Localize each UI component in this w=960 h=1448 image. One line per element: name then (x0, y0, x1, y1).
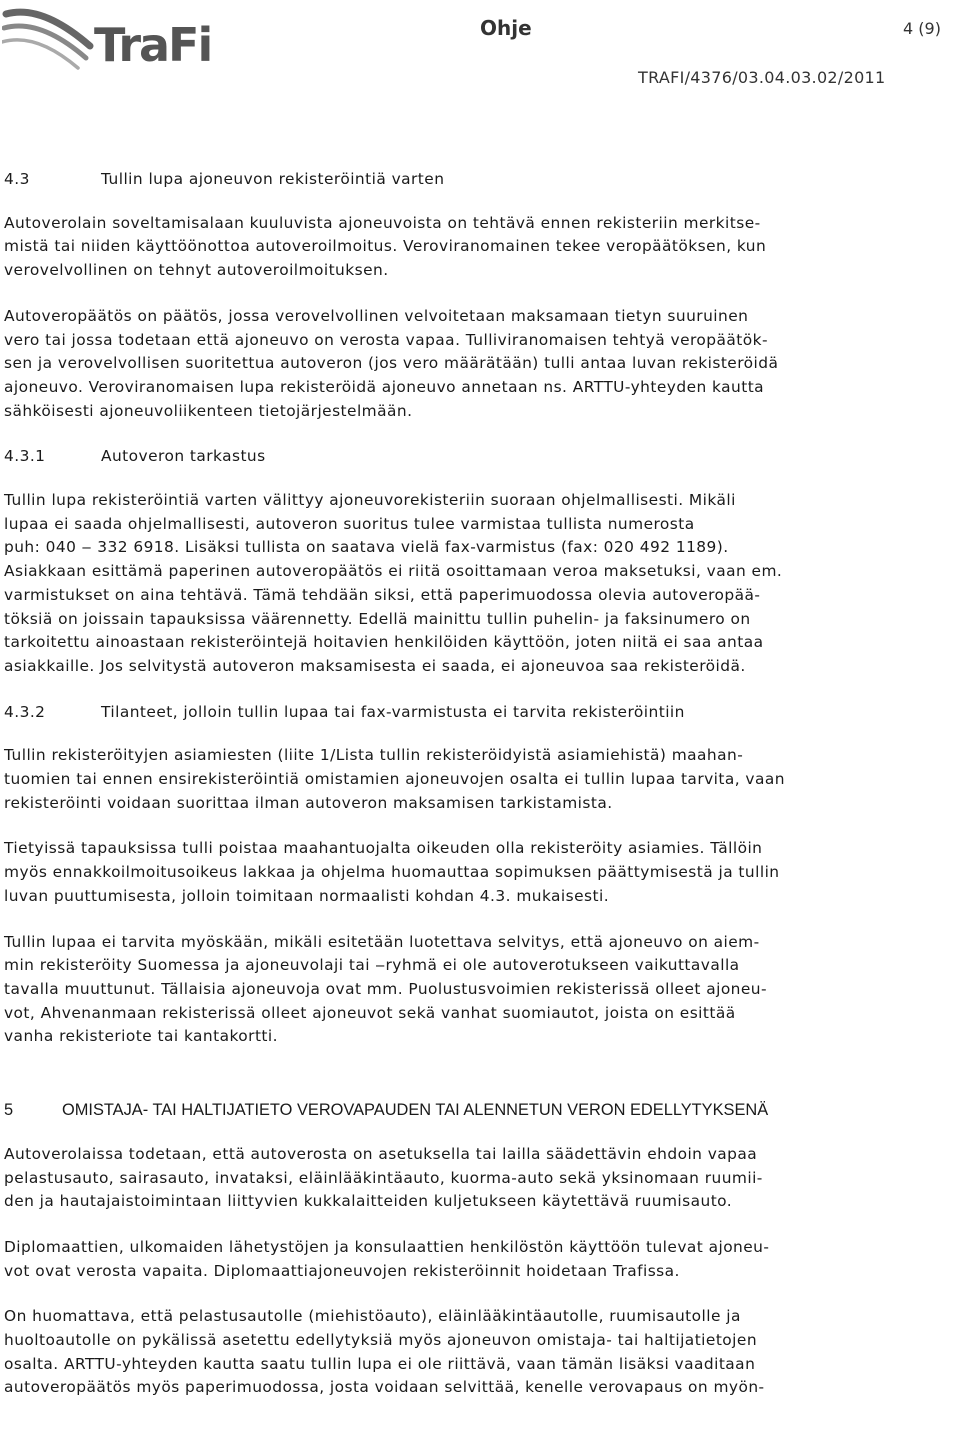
section-title: Autoveron tarkastus (101, 447, 266, 466)
text-line: lupaa ei saada ohjelmallisesti, autoveron suoritus tulee varmistaa tullista numerosta (4, 514, 695, 533)
document-reference: TRAFI/4376/03.04.03.02/2011 (638, 68, 886, 87)
document-body (4, 168, 956, 1400)
text-line: sen ja verovelvollisen suoritettua autoveron (jos vero määrätään) tulli antaa luvan rekisteröidä (4, 354, 779, 373)
section-number: 4.3.2 (4, 702, 46, 721)
text-line: Tullin lupa rekisteröintiä varten välittyy ajoneuvorekisteriin suoraan ohjelmallisesti. Mikäli (4, 491, 736, 510)
section-heading-5 (4, 1099, 956, 1123)
text-line: tarkoitettu ainoastaan rekisteröintejä hoitavien henkilöiden käyttöön, joten niitä ei saa antaa (4, 633, 764, 652)
section-heading-4-3-2 (4, 701, 956, 725)
text-line: Asiakkaan esittämä paperinen autoveropäätös ei riitä osoittamaan veroa maksetuksi, vaan em. (4, 562, 783, 581)
paragraph (4, 837, 956, 908)
text-line: tuomien tai ennen ensirekisteröintiä omistamien ajoneuvojen osalta ei tullin lupaa tarvita, vaan (4, 770, 785, 789)
text-line: On huomattava, että pelastusautolle (miehistöauto), eläinlääkintäautolle, ruumisautolle ja (4, 1307, 741, 1326)
section-heading-4-3-1 (4, 445, 956, 469)
text-line: Autoverolaissa todetaan, että autoverosta on asetuksella tai lailla säädettävin ehdoin vapaa (4, 1144, 758, 1163)
section-number: 5 (4, 1101, 14, 1120)
section-title: Tilanteet, jolloin tullin lupaa tai fax-varmistusta ei tarvita rekisteröintiin (101, 702, 685, 721)
text-line: Autoverolain soveltamisalaan kuuluvista ajoneuvoista on tehtävä ennen rekisteriin merkitse- (4, 213, 761, 232)
section-number: 4.3.1 (4, 447, 46, 466)
paragraph (4, 931, 956, 1050)
text-line: autoveropäätös myös paperimuodossa, josta voidaan selvittää, kenelle verovapaus on myön- (4, 1378, 765, 1397)
paragraph (4, 489, 956, 679)
section-title: OMISTAJA- TAI HALTIJATIETO VEROVAPAUDEN TAI ALENNETUN VERON EDELLYTYKSENÄ (62, 1101, 769, 1120)
text-line: luvan puuttumisesta, jolloin toimitaan normaalisti kohdan 4.3. mukaisesti. (4, 886, 610, 905)
text-line: huoltoautolle on pykälissä asetettu edellytyksiä myös ajoneuvon omistaja- tai haltijatietojen (4, 1331, 758, 1350)
document-type: Ohje (480, 16, 532, 40)
page-header (0, 0, 960, 100)
text-line: Tietyissä tapauksissa tulli poistaa maahantuojalta oikeuden olla rekisteröity asiamies. Tällöin (4, 839, 763, 858)
text-line: vanha rekisteriote tai kantakortti. (4, 1027, 278, 1046)
text-line: sähköisesti ajoneuvoliikenteen tietojärjestelmään. (4, 401, 413, 420)
text-line: osalta. ARTTU-yhteyden kautta saatu tullin lupa ei ole riittävä, vaan tämän lisäksi vaaditaan (4, 1354, 756, 1373)
text-line: ajoneuvo. Veroviranomaisen lupa rekisteröidä ajoneuvo annetaan ns. ARTTU-yhteyden kautta (4, 377, 765, 396)
text-line: rekisteröinti voidaan suorittaa ilman autoveron maksamisen tarkistamista. (4, 793, 613, 812)
paragraph (4, 212, 956, 283)
section-heading-4-3 (4, 168, 956, 192)
paragraph (4, 305, 956, 424)
section-number: 4.3 (4, 170, 30, 188)
trafi-logo (2, 2, 222, 72)
text-line: puh: 040 ‒ 332 6918. Lisäksi tullista on saatava vielä fax-varmistus (fax: 020 492 1189). (4, 538, 729, 557)
text-line: asiakkaille. Jos selvitystä autoveron maksamisesta ei saada, ei ajoneuvoa saa rekisteröidä. (4, 656, 746, 675)
text-line: vot ovat verosta vapaita. Diplomaattiajoneuvojen rekisteröinnit hoidetaan Trafissa. (4, 1261, 680, 1280)
text-line: den ja hautajaistoimintaan liittyvien kukkalaitteiden kuljetukseen käytettävä ruumisauto. (4, 1192, 733, 1211)
text-line: töksiä on joissain tapauksissa väärennetty. Edellä mainittu tullin puhelin- ja faksinumero on (4, 609, 751, 628)
paragraph (4, 744, 956, 815)
paragraph (4, 1143, 956, 1214)
text-line: Tullin rekisteröityjen asiamiesten (liite 1/Lista tullin rekisteröidyistä asiamiehistä) maahan- (4, 746, 744, 765)
text-line: mistä tai niiden käyttöönottoa autoveroilmoitus. Veroviranomainen tekee veropäätöksen, kun (4, 237, 767, 256)
text-line: Tullin lupaa ei tarvita myöskään, mikäli esitetään luotettava selvitys, että ajoneuvo on aiem- (4, 932, 760, 951)
text-line: varmistukset on aina tehtävä. Tämä tehdään siksi, että paperimuodossa olevia autoveropää- (4, 585, 761, 604)
section-title: Tullin lupa ajoneuvon rekisteröintiä varten (101, 170, 445, 188)
text-line: Autoveropäätös on päätös, jossa verovelvollinen velvoitetaan maksamaan tietyn suuruinen (4, 306, 749, 325)
text-line: min rekisteröity Suomessa ja ajoneuvolaji tai ‒ryhmä ei ole autoverotukseen vaikuttavalla (4, 956, 740, 975)
text-line: myös ennakkoilmoitusoikeus lakkaa ja ohjelma huomauttaa sopimuksen päättymisestä ja tullin (4, 863, 780, 882)
text-line: tavalla muuttunut. Tällaisia ajoneuvoja ovat mm. Puolustusvoimien rekisterissä olleet ajoneu- (4, 979, 768, 998)
text-line: verovelvollinen on tehnyt autoveroilmoituksen. (4, 261, 389, 280)
text-line: vero tai jossa todetaan että ajoneuvo on verosta vapaa. Tulliviranomaisen tehtyä veropäätök- (4, 330, 768, 349)
paragraph (4, 1236, 956, 1283)
text-line: pelastusauto, sairasauto, invataksi, eläinlääkintäauto, kuorma-auto sekä yksinomaan ruumii- (4, 1168, 763, 1187)
text-line: vot, Ahvenanmaan rekisterissä olleet ajoneuvot sekä vanhat suomiautot, joista on esittää (4, 1003, 736, 1022)
logo-text: TraFi (94, 18, 212, 72)
paragraph (4, 1305, 956, 1400)
page-number: 4 (9) (903, 19, 941, 38)
text-line: Diplomaattien, ulkomaiden lähetystöjen ja konsulaattien henkilöstön käyttöön tulevat ajoneu- (4, 1237, 770, 1256)
